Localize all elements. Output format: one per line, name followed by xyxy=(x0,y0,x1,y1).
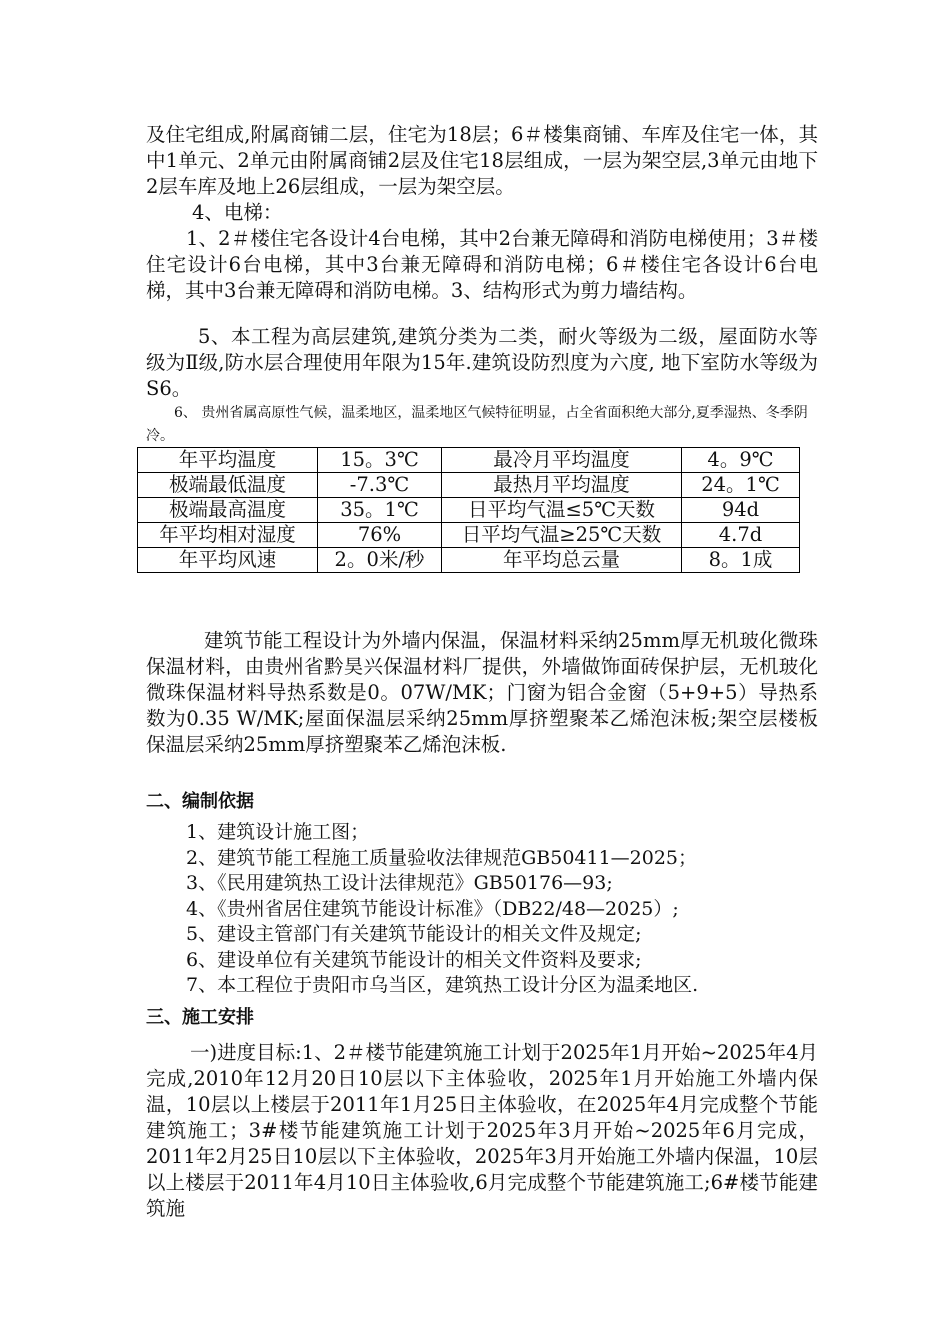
table-cell: 4。9℃ xyxy=(682,448,800,473)
list-item: 7、本工程位于贵阳市乌当区，建筑热工设计分区为温柔地区. xyxy=(186,974,699,996)
table-cell: 年平均相对湿度 xyxy=(138,523,318,548)
paragraph-elevators: 1、2＃楼住宅各设计4台电梯，其中2台兼无障碍和消防电梯使用；3＃楼住宅设计6台电梯，其中3台兼无障碍和消防电梯；6＃楼住宅各设计6台电梯，其中3台兼无障碍和消防电梯。3、结构形式为剪力墙结构。 xyxy=(146,227,818,302)
table-cell: 年平均温度 xyxy=(138,448,318,473)
table-cell: 4.7d xyxy=(682,523,800,548)
table-row xyxy=(138,548,800,573)
paragraph-building-composition: 及住宅组成,附属商铺二层，住宅为18层；6＃楼集商铺、车库及住宅一体，其中1单元、2单元由附属商铺2层及住宅18层组成，一层为架空层,3单元由地下2层车库及地上26层组成，一层为架空层。 xyxy=(146,123,818,198)
table-row xyxy=(138,523,800,548)
paragraph-elevator-heading: 4、电梯： xyxy=(192,201,283,224)
table-cell: 15。3℃ xyxy=(318,448,442,473)
table-cell: 24。1℃ xyxy=(682,473,800,498)
climate-table xyxy=(137,447,800,573)
table-row xyxy=(138,473,800,498)
list-item: 3、《民用建筑热工设计法律规范》GB50176—93; xyxy=(186,872,613,894)
table-cell: 极端最低温度 xyxy=(138,473,318,498)
list-item: 1、建筑设计施工图； xyxy=(186,821,370,843)
section-heading-basis: 二、编制依据 xyxy=(146,791,254,812)
table-cell: 日平均气温≤5℃天数 xyxy=(442,498,682,523)
table-row xyxy=(138,448,800,473)
table-cell: 日平均气温≥25℃天数 xyxy=(442,523,682,548)
list-item: 6、建设单位有关建筑节能设计的相关文件资料及要求; xyxy=(186,948,642,971)
paragraph-climate: 6、 贵州省属高原性气候，温柔地区，温柔地区气候特征明显，占全省面积绝大部分,夏季湿热、冬季阴冷。 xyxy=(146,405,808,444)
paragraph-energy-saving: 建筑节能工程设计为外墙内保温，保温材料采纳25mm厚无机玻化微珠保温材料，由贵州省黔昊兴保温材料厂提供，外墙做饰面砖保护层，无机玻化微珠保温材料导热系数是0。07W/MK；门窗为铝合金窗（5+9+5）导热系数为0.35 W/MK;屋面保温层采纳25mm厚挤塑聚苯乙烯泡沫板;架空层楼板保温层采纳25mm厚挤塑聚苯乙烯泡沫板. xyxy=(146,629,818,756)
paragraph-building-class: 5、本工程为高层建筑,建筑分类为二类，耐火等级为二级，屋面防水等级为Ⅱ级,防水层合理使用年限为15年.建筑设防烈度为六度, 地下室防水等级为S6。 xyxy=(146,325,818,400)
table-cell: 最冷月平均温度 xyxy=(442,448,682,473)
table-cell: 极端最高温度 xyxy=(138,498,318,523)
table-cell: 76% xyxy=(318,523,442,548)
table-cell: 年平均总云量 xyxy=(442,548,682,573)
table-cell: 年平均风速 xyxy=(138,548,318,573)
list-item: 4、《贵州省居住建筑节能设计标准》（DB22/48—2025）; xyxy=(186,897,679,920)
table-cell: 35。1℃ xyxy=(318,498,442,523)
basis-list xyxy=(146,820,698,999)
table-cell: -7.3℃ xyxy=(318,473,442,498)
table-cell: 8。1成 xyxy=(682,548,800,573)
paragraph-schedule: 一)进度目标:1、2＃楼节能建筑施工计划于2025年1月开始~2025年4月完成,2010年12月20日10层以下主体验收，2025年1月开始施工外墙内保温，10层以上楼层于2011年1月25日主体验收，在2025年4月完成整个节能建筑施工；3#楼节能建筑施工计划于2025年3月开始~2025年6月完成，2011年2月25日10层以下主体验收，2025年3月开始施工外墙内保温，10层以上楼层于2011年4月10日主体验收,6月完成整个节能建筑施工;6#楼节能建筑施 xyxy=(146,1041,818,1220)
table-cell: 94d xyxy=(682,498,800,523)
table-row xyxy=(138,498,800,523)
list-item: 2、建筑节能工程施工质量验收法律规范GB50411—2025； xyxy=(186,846,698,869)
list-item: 5、建设主管部门有关建筑节能设计的相关文件及规定; xyxy=(186,923,642,945)
table-cell: 最热月平均温度 xyxy=(442,473,682,498)
section-heading-arrangement: 三、施工安排 xyxy=(146,1007,254,1028)
table-cell: 2。0米/秒 xyxy=(318,548,442,573)
